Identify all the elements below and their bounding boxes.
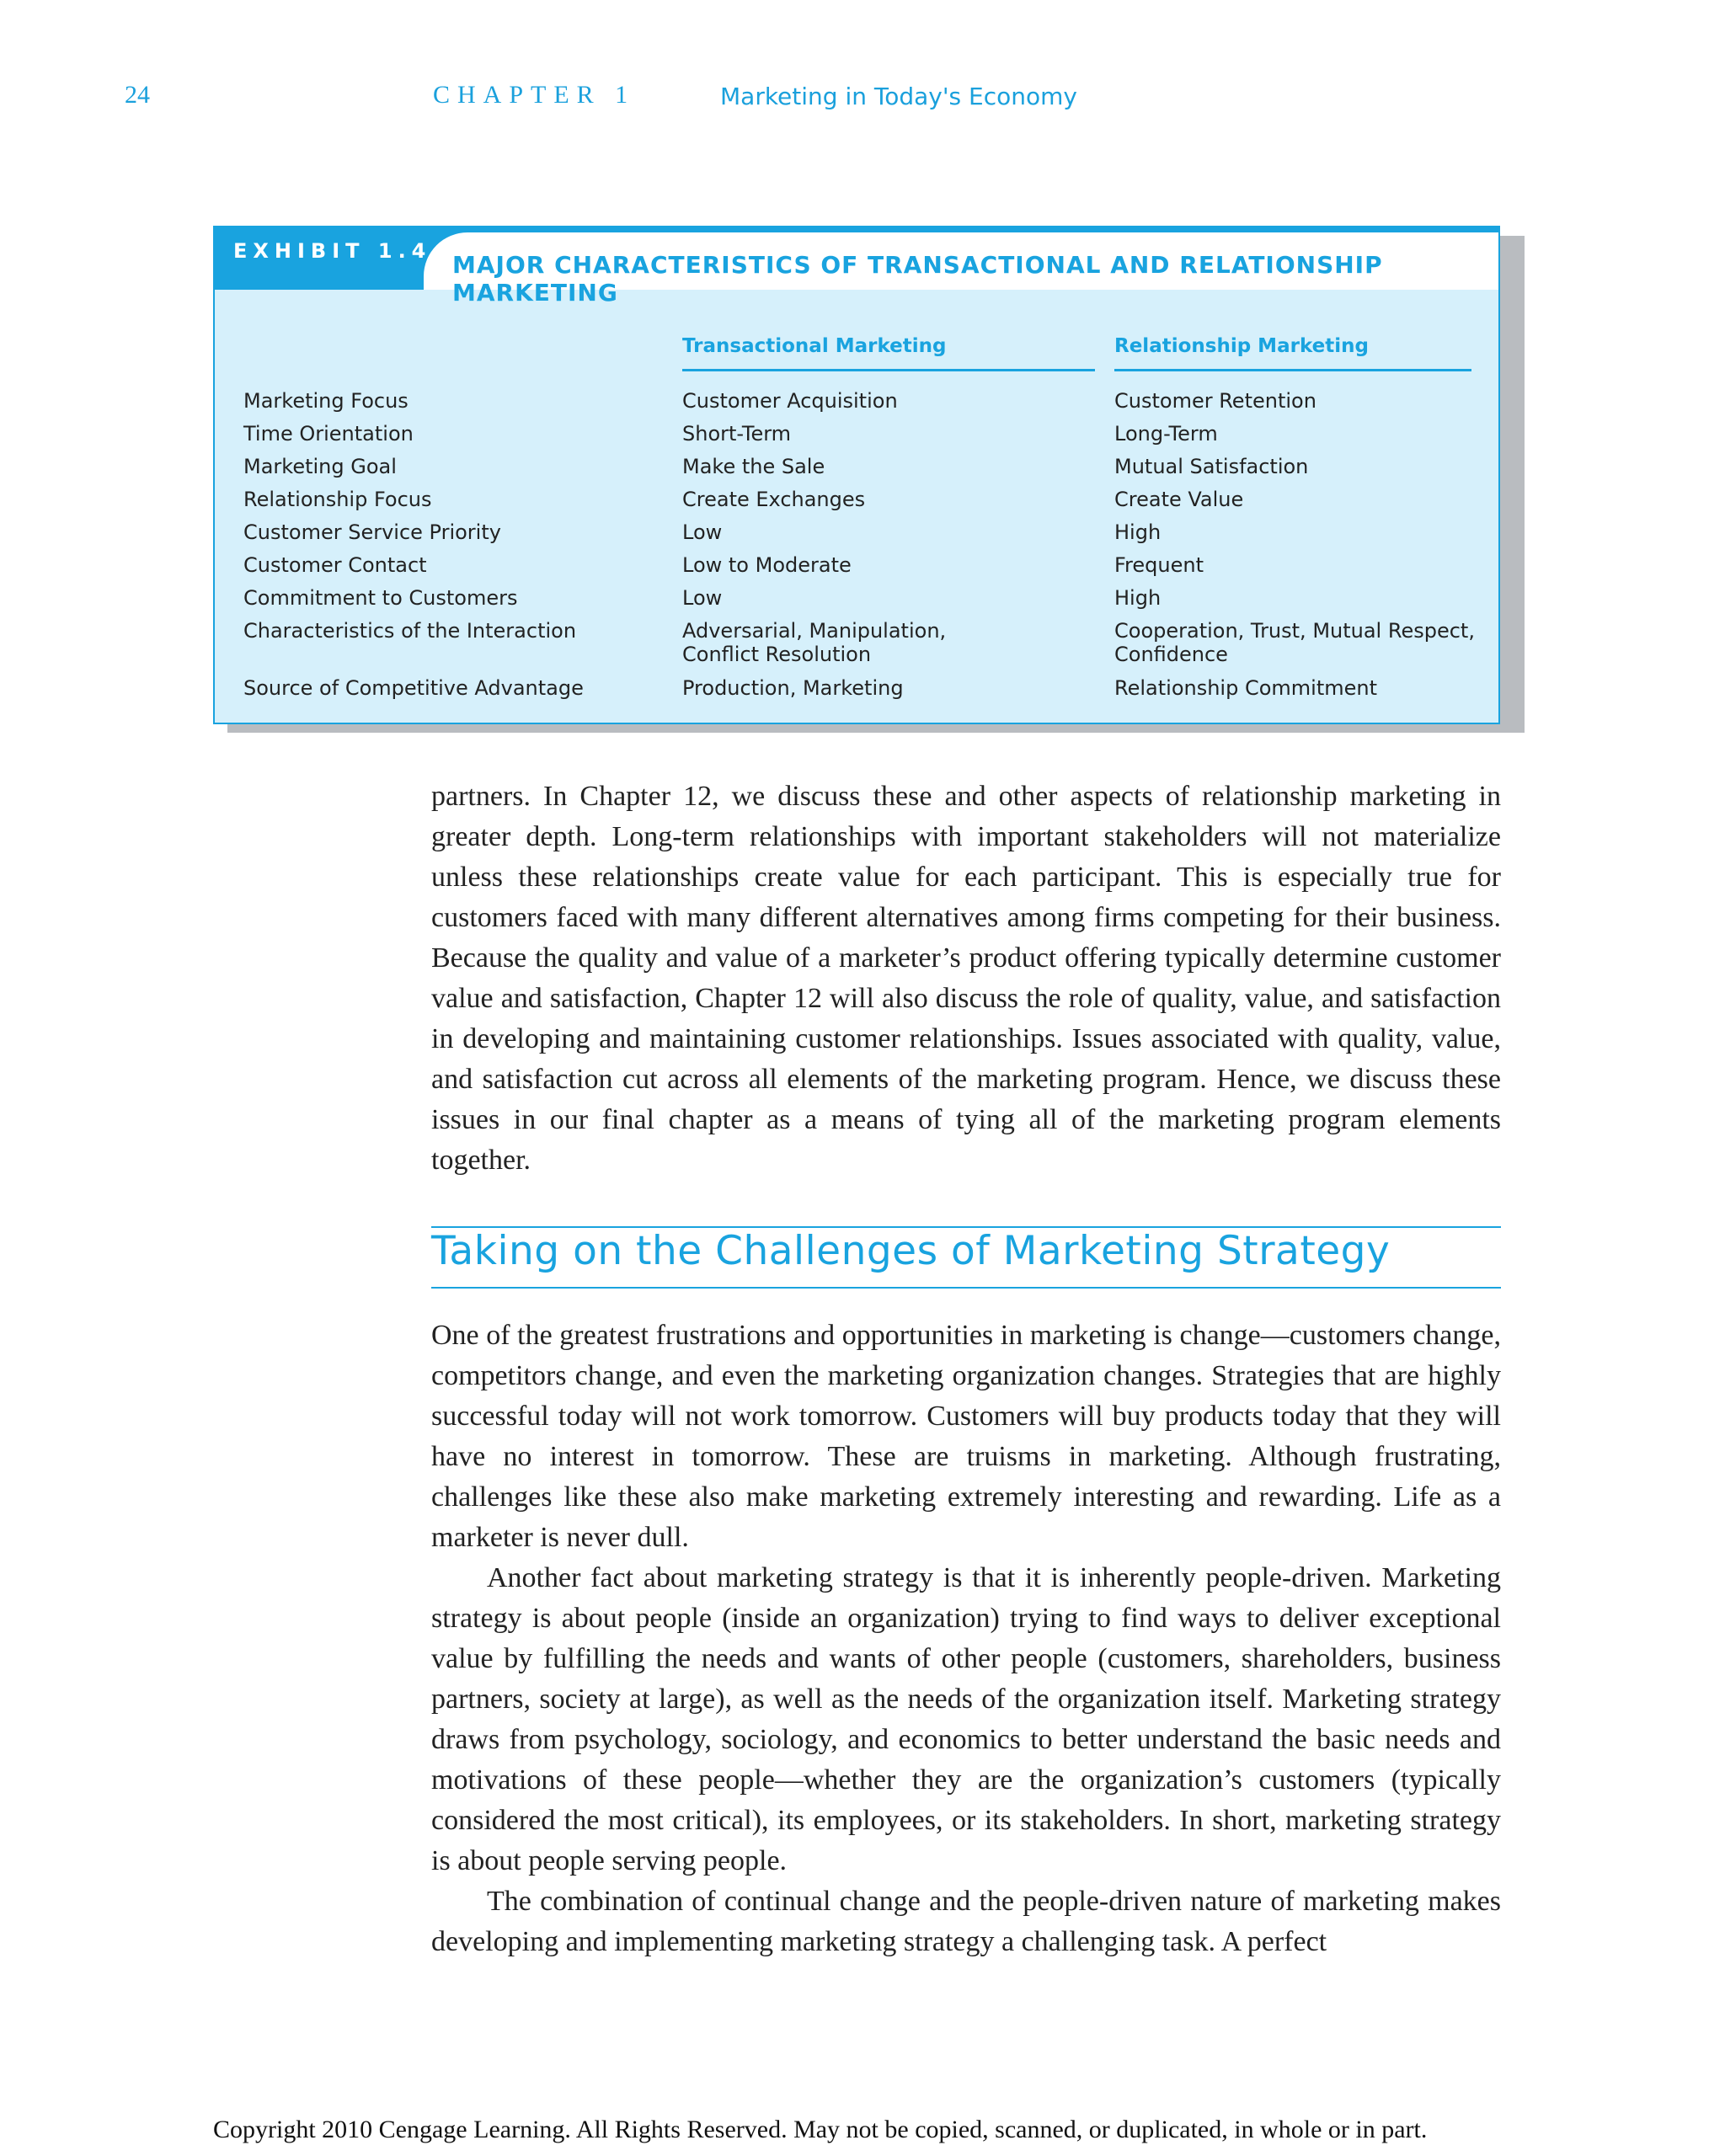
row-relationship-continued: Confidence	[1114, 643, 1228, 666]
paragraph-text: Another fact about marketing strategy is that it is inherently people-driven. Marketing strategy is about people (inside an organization) trying to find ways to deliver exceptional value by fulfilling the needs and wants of other people (customers, shareholders, business partners, society at large), as well as the needs of the organization itself. Marketing strategy draws from psychology, sociology, and economics to better understand the basic needs and motivations of these people—whether they are the organization’s customers (typically considered the most critical), its employees, or its stakeholders. In short, marketing strategy is about people serving people.	[431, 1562, 1501, 1876]
row-relationship: Relationship Commitment	[1114, 676, 1377, 700]
body-paragraph-1	[431, 776, 1501, 1181]
column-header-transactional: Transactional Marketing	[682, 335, 947, 357]
row-characteristic: Marketing Focus	[243, 389, 409, 413]
row-relationship: Customer Retention	[1114, 389, 1316, 413]
row-relationship: Mutual Satisfaction	[1114, 455, 1309, 478]
row-characteristic: Source of Competitive Advantage	[243, 676, 584, 700]
row-characteristic: Customer Service Priority	[243, 520, 501, 544]
row-transactional: Create Exchanges	[682, 488, 866, 511]
column-rule-transactional	[682, 369, 1095, 371]
paragraph-text: The combination of continual change and the people-driven nature of marketing makes developing and implementing marketing strategy a challenging task. A perfect	[431, 1886, 1501, 1957]
row-relationship: Cooperation, Trust, Mutual Respect,	[1114, 619, 1475, 643]
row-characteristic: Characteristics of the Interaction	[243, 619, 577, 643]
column-header-relationship: Relationship Marketing	[1114, 335, 1369, 357]
row-transactional: Production, Marketing	[682, 676, 904, 700]
row-relationship: Frequent	[1114, 553, 1204, 577]
row-characteristic: Time Orientation	[243, 422, 414, 446]
page-number: 24	[125, 81, 150, 109]
row-characteristic: Commitment to Customers	[243, 586, 518, 610]
section-heading: Taking on the Challenges of Marketing Strategy	[431, 1228, 1391, 1274]
exhibit-table	[215, 227, 1498, 723]
paragraph-text: partners. In Chapter 12, we discuss these and other aspects of relationship marketing in greater depth. Long-term relationships with important stakeholders will not materialize unless these relationships create value for each participant. This is especially true for customers faced with many different alternatives among firms competing for their business. Because the quality and value of a marketer’s product offering typically determine customer value and satisfaction, Chapter 12 will also discuss the role of quality, value, and satisfaction in developing and maintaining customer relationships. Issues associated with quality, value, and satisfaction cut across all elements of the marketing program. Hence, we discuss these issues in our final chapter as a means of tying all of the marketing program elements together.	[431, 781, 1501, 1176]
exhibit-box	[213, 226, 1500, 724]
column-rule-relationship	[1114, 369, 1471, 371]
row-relationship: Long-Term	[1114, 422, 1218, 446]
row-characteristic: Customer Contact	[243, 553, 427, 577]
row-transactional-continued: Conflict Resolution	[682, 643, 872, 666]
section-rule-bottom	[431, 1287, 1501, 1289]
row-transactional: Low	[682, 586, 723, 610]
exhibit-title: MAJOR CHARACTERISTICS OF TRANSACTIONAL AND RELATIONSHIP MARKETING	[452, 251, 1383, 307]
chapter-title: Marketing in Today's Economy	[720, 83, 1077, 110]
row-relationship: High	[1114, 520, 1162, 544]
row-transactional: Low to Moderate	[682, 553, 852, 577]
row-transactional: Make the Sale	[682, 455, 825, 478]
page-header	[0, 81, 1725, 123]
row-relationship: Create Value	[1114, 488, 1244, 511]
chapter-label: CHAPTER 1	[433, 81, 636, 109]
row-transactional: Customer Acquisition	[682, 389, 898, 413]
row-transactional: Low	[682, 520, 723, 544]
row-transactional: Adversarial, Manipulation,	[682, 619, 947, 643]
row-relationship: High	[1114, 586, 1162, 610]
copyright-notice: Copyright 2010 Cengage Learning. All Rights Reserved. May not be copied, scanned, or duplicated, in whole or in part.	[213, 2116, 1428, 2143]
row-transactional: Short-Term	[682, 422, 792, 446]
exhibit-label: EXHIBIT 1.4	[233, 239, 432, 263]
paragraph-text: One of the greatest frustrations and opportunities in marketing is change—customers change, competitors change, and even the marketing organization changes. Strategies that are highly successful today will not work tomorrow. Customers will buy products today that they will have no interest in tomorrow. These are truisms in marketing. Although frustrating, challenges like these also make marketing extremely interesting and rewarding. Life as a marketer is never dull.	[431, 1320, 1501, 1553]
row-characteristic: Relationship Focus	[243, 488, 432, 511]
row-characteristic: Marketing Goal	[243, 455, 397, 478]
body-section	[431, 1315, 1501, 1962]
